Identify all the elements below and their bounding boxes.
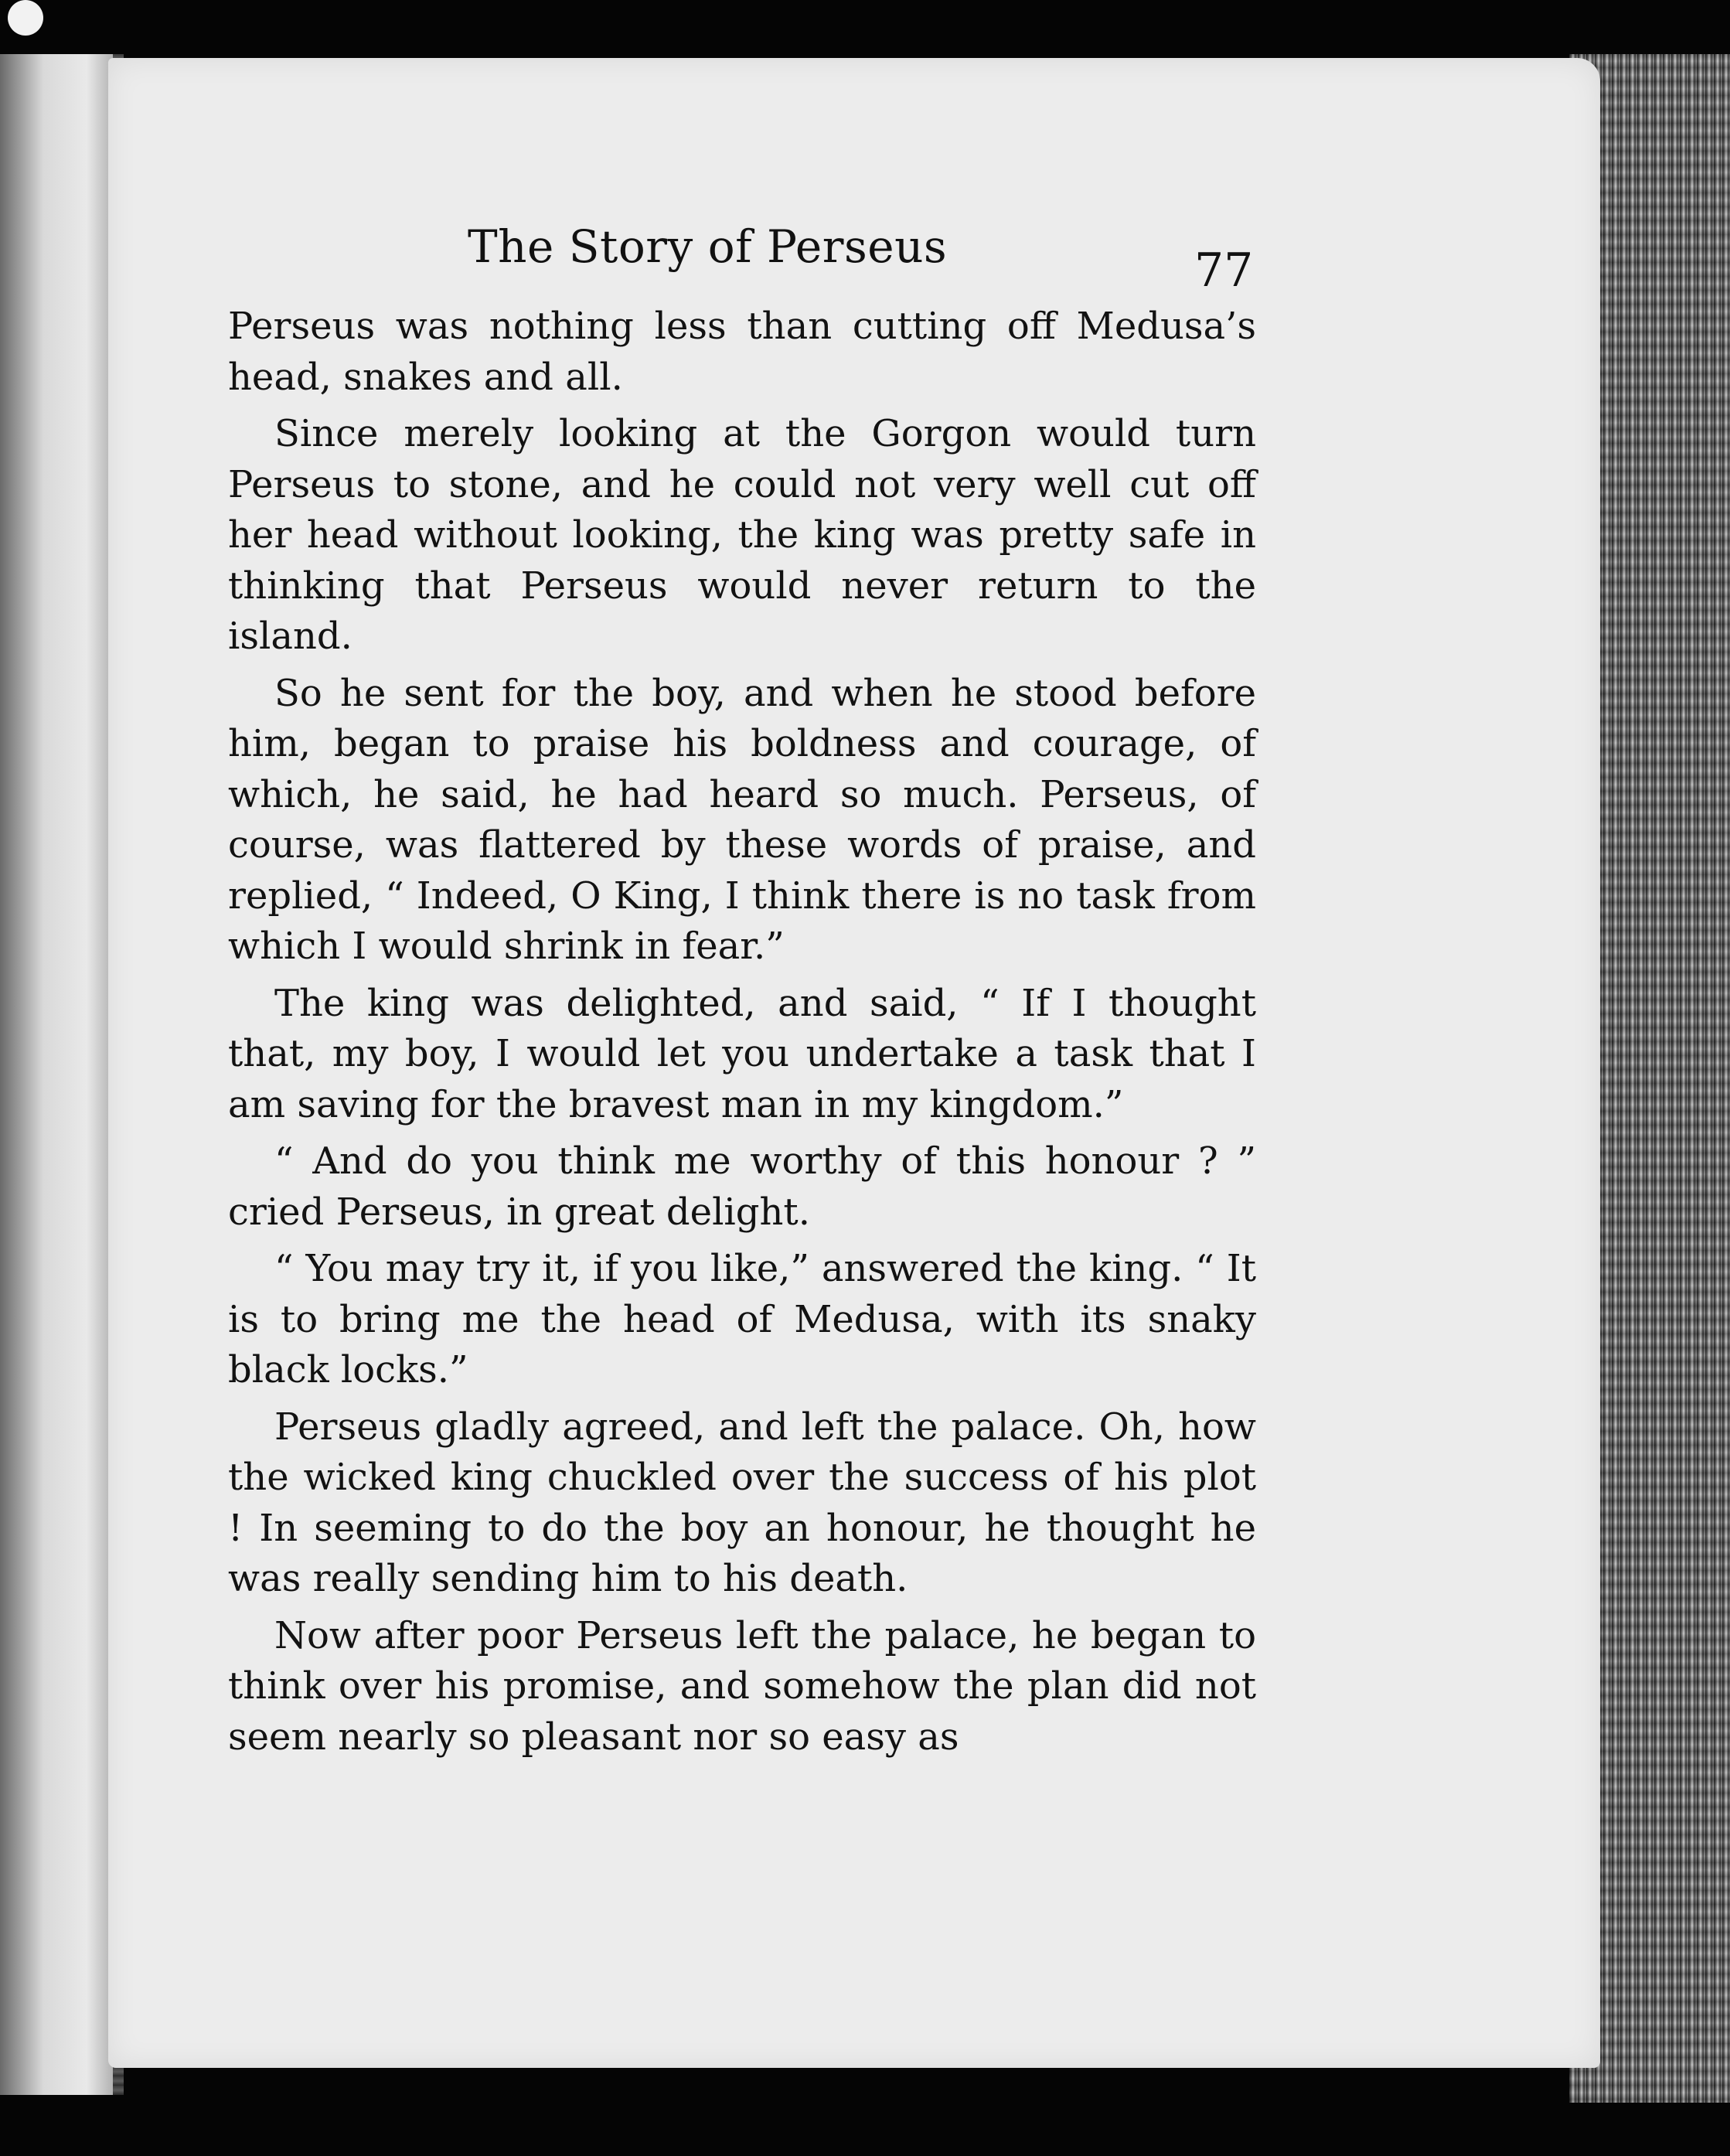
page-number: 77 [1194, 244, 1254, 298]
paragraph: Perseus was nothing less than cutting off Medusa’s head, snakes and all. [228, 305, 1256, 399]
body-text [228, 301, 1256, 1763]
scan-artifact [8, 0, 43, 36]
paragraph: Now after poor Perseus left the palace, he began to think over his promise, and somehow the plan did not seem nearly so pleasant nor so easy as [228, 1613, 1256, 1759]
paragraph: Since merely looking at the Gorgon would turn Perseus to stone, and he could not very well cut off her head without looking, the king was pretty safe in thinking that Perseus would never return to the island. [228, 412, 1256, 658]
paragraph: “ And do you think me worthy of this honour ? ” cried Perseus, in great delight. [228, 1139, 1256, 1234]
paragraph: “ You may try it, if you like,” answered the king. “ It is to bring me the head of Medusa, with its snaky black locks.” [228, 1247, 1256, 1391]
paragraph: So he sent for the boy, and when he stood before him, began to praise his boldness and courage, of which, he said, he had heard so much. Perseus, of course, was flattered by these words of praise, and replied, “ Indeed, O King, I think there is no task from which I would shrink in fear.” [228, 671, 1256, 968]
left-page-edge [0, 54, 124, 2095]
paragraph: Perseus gladly agreed, and left the palace. Oh, how the wicked king chuckled over the success of his plot ! In seeming to do the boy an honour, he thought he was really sending him to his death. [228, 1405, 1256, 1600]
running-head: The Story of Perseus [468, 220, 948, 273]
paragraph: The king was delighted, and said, “ If I thought that, my boy, I would let you undertake a task that I am saving for the bravest man in my kingdom.” [228, 981, 1256, 1126]
